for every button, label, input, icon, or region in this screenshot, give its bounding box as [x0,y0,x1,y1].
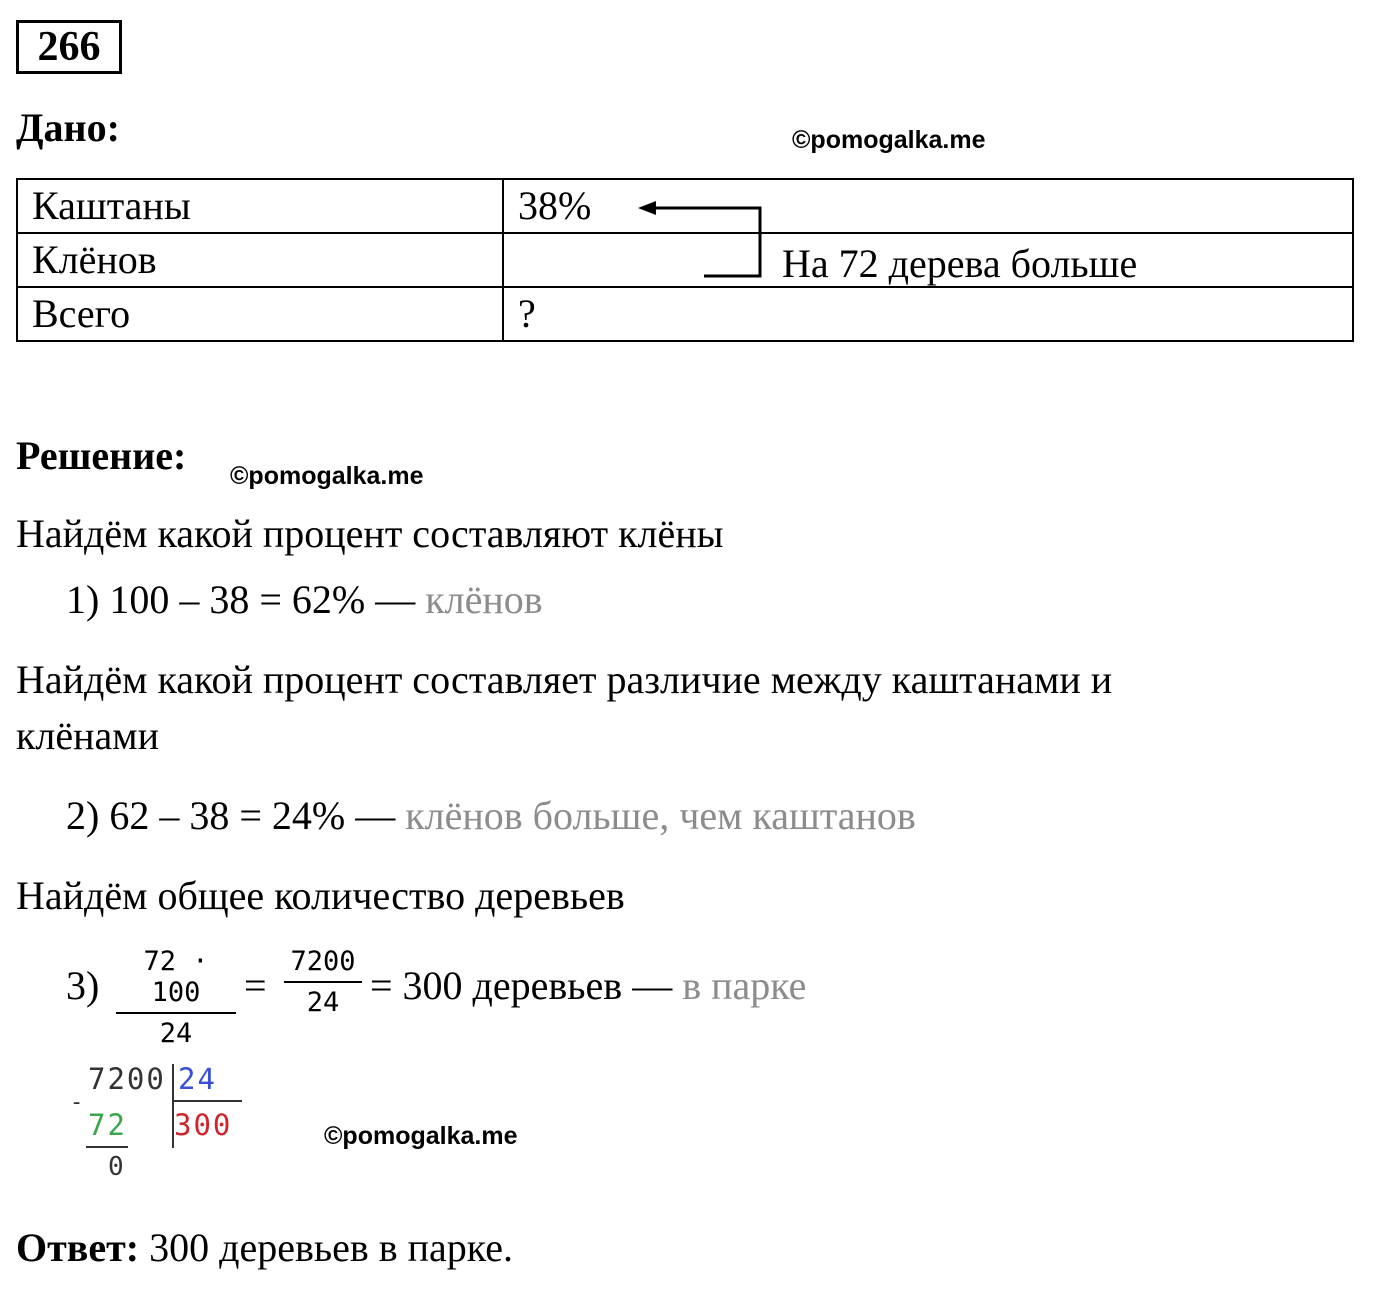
step-3-result [370,962,806,1009]
division-subtrahend: 72 [88,1108,127,1142]
fraction-2 [284,946,362,1018]
step-3-note: в парке [682,963,807,1008]
row-label-maples: Клёнов [17,233,503,287]
task-number: 266 [16,20,122,74]
long-division [70,1058,260,1188]
paragraph-find-difference-line1: Найдём какой процент составляет различие между каштанами и [16,657,1113,702]
step-3-equals: = [244,963,267,1008]
fraction-1 [116,946,236,1049]
division-subtract-line [86,1146,128,1148]
fraction-1-denominator: 24 [159,1018,193,1049]
paragraph-find-difference-line2: клёнами [16,713,160,758]
step-1-expression: 1) 100 – 38 = 62% [66,577,366,622]
division-divisor-line [174,1100,242,1102]
division-minus-sign: - [70,1090,86,1115]
row-value-total: ? [503,287,1353,341]
answer [16,1224,513,1271]
bracket-arrow-icon [600,190,780,290]
given-heading: Дано: [16,105,120,150]
step-3-dash: — [632,963,673,1008]
answer-text: 300 деревьев в парке. [149,1225,513,1270]
step-2 [66,792,916,839]
division-divisor: 24 [178,1062,217,1096]
watermark-middle: ©pomogalka.me [230,462,424,490]
fraction-2-bar [284,981,362,983]
fraction-1-numerator: 72 · 100 [143,946,209,1008]
answer-label: Ответ: [16,1225,140,1270]
division-dividend: 7200 [88,1062,166,1096]
row-value-chestnuts: 38% [503,179,1353,233]
paragraph-find-maples: Найдём какой процент составляют клёны [16,511,724,556]
step-3-prefix: 3) [66,963,100,1008]
fraction-2-denominator: 24 [306,987,340,1018]
step-2-note: клёнов больше, чем каштанов [405,793,916,838]
fraction-1-bar [116,1012,236,1014]
table-row [17,287,1353,341]
difference-note: На 72 дерева больше [782,241,1138,286]
step-1-dash: — [375,577,416,622]
paragraph-find-total: Найдём общее количество деревьев [16,873,625,918]
watermark-bottom: ©pomogalka.me [324,1122,518,1150]
division-remainder: 0 [108,1152,126,1182]
row-label-chestnuts: Каштаны [17,179,503,233]
step-2-expression: 2) 62 – 38 = 24% [66,793,346,838]
step-1 [66,576,543,623]
step-2-dash: — [355,793,396,838]
watermark-top: ©pomogalka.me [792,126,986,154]
division-quotient: 300 [174,1108,233,1142]
step-3-result-text: = 300 деревьев [370,963,623,1008]
row-label-total: Всего [17,287,503,341]
fraction-2-numerator: 7200 [290,946,356,977]
step-1-note: клёнов [425,577,543,622]
solution-heading: Решение: [16,433,187,478]
